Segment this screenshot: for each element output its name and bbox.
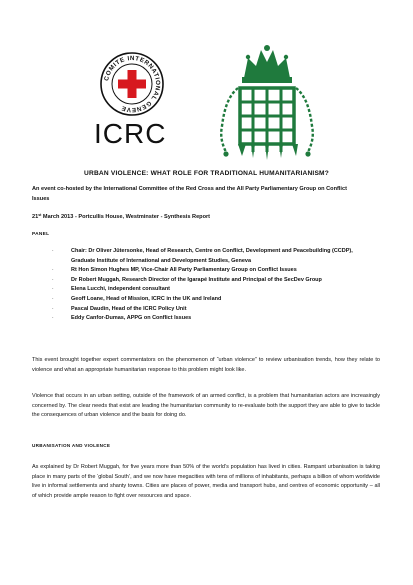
- panel-member: [52, 305, 362, 315]
- portcullis-logo-icon: [214, 44, 320, 164]
- panel-member: [52, 276, 362, 286]
- bullet-icon: ·: [52, 295, 54, 302]
- paragraph-urbanisation: As explained by Dr Robert Muggah, for five years more than 50% of the world’s population has lived in cities. Rampant urbanisation is taking place in many parts of the ‘global South’, and we now have megacities with tens of millions of inhabitants, perhaps a billion of whom worldwide live in informal settlements and shanty towns. Cities are places of power, media and transport hubs, and centres of economic opportunity – all of which provide ample reason to fight over resources and space.: [32, 464, 380, 499]
- panel-member-text: Geoff Loane, Head of Mission, ICRC in the UK and Ireland: [71, 295, 222, 302]
- icrc-ring-text: COMITE INTERNATIONAL GENEVE: [103, 54, 162, 114]
- panel-member-text: Rt Hon Simon Hughes MP, Vice-Chair All Party Parliamentary Group on Conflict Issues: [71, 267, 297, 274]
- panel-member-text: Dr Robert Muggah, Research Director of the Igarapé Institute and Principal of the SecDev Group: [71, 276, 322, 283]
- bullet-icon: ·: [52, 276, 54, 283]
- date-venue: March 2013 - Portcullis House, Westminster - Synthesis Report: [41, 214, 211, 220]
- panel-member: [52, 314, 362, 324]
- panel-member: [52, 247, 362, 266]
- panel-member-text: Chair: Dr Oliver Jütersonke, Head of Research, Centre on Conflict, Development and Peacebuilding (CCDP), Graduate Institute of International and Development Studies, Geneva: [71, 248, 353, 264]
- event-description: An event co-hosted by the International Committee of the Red Cross and the All Party Parliamentary Group on Conflict Issues: [32, 186, 347, 202]
- paragraph-overview: This event brought together expert commentators on the phenomenon of “urban violence” to review urbanisation trends, how they relate to violence and what an appropriate humanitarian response to this problem might look like.: [32, 357, 380, 373]
- red-cross-horizontal: [118, 80, 146, 89]
- icrc-wordmark: ICRC: [94, 118, 167, 149]
- bullet-icon: ·: [52, 305, 54, 312]
- date-day: 21: [32, 214, 39, 220]
- document-title: URBAN VIOLENCE: WHAT ROLE FOR TRADITIONAL HUMANITARIANISM?: [84, 170, 329, 177]
- panel-member-text: Elena Lucchi, independent consultant: [71, 286, 171, 293]
- bullet-icon: ·: [52, 248, 54, 254]
- panel-member: [52, 266, 362, 276]
- icrc-logo: [92, 50, 172, 162]
- icrc-emblem-icon: [98, 50, 166, 118]
- panel-member-text: Pascal Daudin, Head of the ICRC Policy Unit: [71, 305, 187, 312]
- panel-heading: PANEL: [32, 232, 50, 237]
- bullet-icon: ·: [52, 315, 54, 322]
- panel-list: [52, 247, 362, 324]
- panel-member-text: Eddy Canfor-Dumas, APPG on Conflict Issues: [71, 315, 192, 322]
- event-dateline: [32, 213, 372, 220]
- bullet-icon: ·: [52, 286, 54, 293]
- date-suffix: st: [38, 213, 42, 217]
- bullet-icon: ·: [52, 267, 54, 274]
- panel-member: [52, 285, 362, 295]
- panel-member: [52, 295, 362, 305]
- paragraph-urban-violence: Violence that occurs in an urban setting, outside of the framework of an armed conflict, is a problem that humanitarian actors are increasingly concerned by. The clear needs that exist are leading the humanitarian community to re-evaluate both the support they are able to give to tackle the consequences of urban violence and the basis for doing do.: [32, 393, 380, 419]
- section-heading: URBANISATION AND VIOLENCE: [32, 443, 111, 448]
